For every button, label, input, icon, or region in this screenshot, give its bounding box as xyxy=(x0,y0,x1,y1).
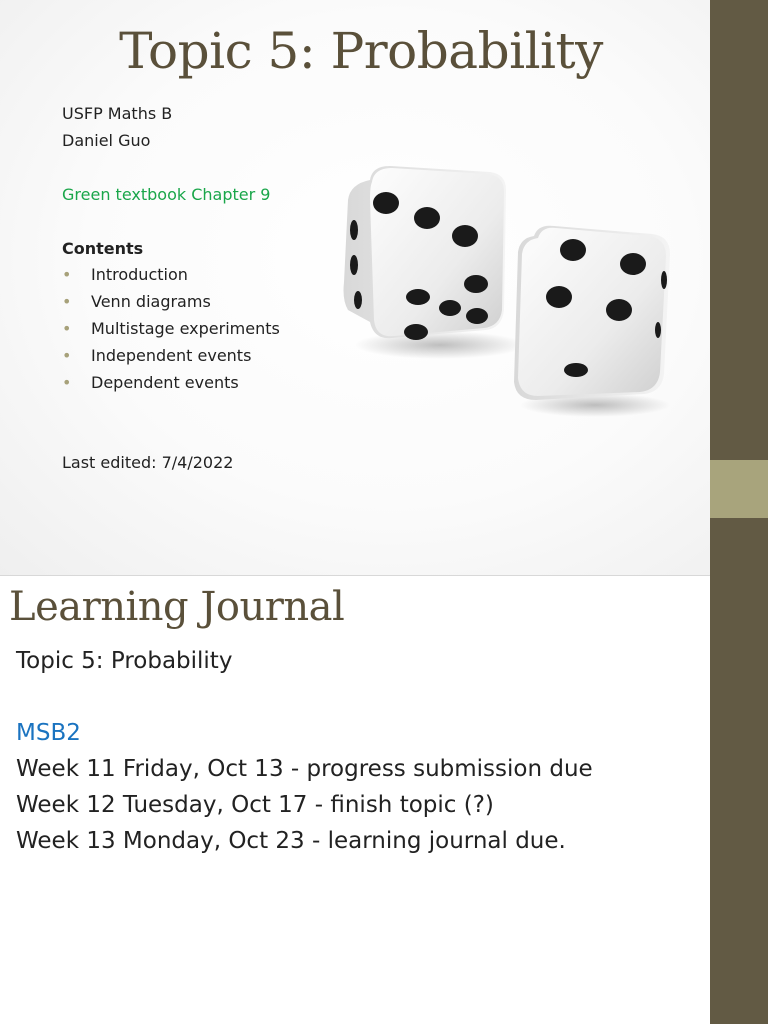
bullet-icon: • xyxy=(62,346,72,365)
bullet-icon: • xyxy=(62,292,72,311)
bullet-icon: • xyxy=(62,319,72,338)
slide-divider xyxy=(0,575,710,576)
contents-item xyxy=(62,261,280,288)
contents-item-label: Independent events xyxy=(91,346,252,365)
journal-topic: Topic 5: Probability xyxy=(16,648,233,674)
contents-item xyxy=(62,342,280,369)
contents-item-label: Multistage experiments xyxy=(91,319,280,338)
contents-item xyxy=(62,288,280,315)
contents-list xyxy=(62,261,280,396)
contents-item-label: Dependent events xyxy=(91,373,239,392)
contents-item-label: Venn diagrams xyxy=(91,292,211,311)
slide1-title: Topic 5: Probability xyxy=(119,22,603,80)
contents-item xyxy=(62,315,280,342)
slide2-title: Learning Journal xyxy=(9,584,345,630)
contents-item-label: Introduction xyxy=(91,265,188,284)
sidebar-accent-block xyxy=(710,460,768,518)
author-name: Daniel Guo xyxy=(62,131,151,150)
bullet-icon: • xyxy=(62,373,72,392)
die-right xyxy=(514,226,670,400)
contents-item xyxy=(62,369,280,396)
die-left xyxy=(344,166,507,340)
dice-pair-icon xyxy=(340,160,680,420)
course-name: USFP Maths B xyxy=(62,104,173,123)
last-edited-date: Last edited: 7/4/2022 xyxy=(62,453,234,472)
bullet-icon: • xyxy=(62,265,72,284)
textbook-reference: Green textbook Chapter 9 xyxy=(62,185,271,204)
schedule-item: Week 11 Friday, Oct 13 - progress submission due xyxy=(16,756,593,782)
class-group: MSB2 xyxy=(16,720,81,746)
contents-heading: Contents xyxy=(62,239,144,258)
schedule-item: Week 13 Monday, Oct 23 - learning journal due. xyxy=(16,828,566,854)
schedule-item: Week 12 Tuesday, Oct 17 - finish topic (?) xyxy=(16,792,494,818)
